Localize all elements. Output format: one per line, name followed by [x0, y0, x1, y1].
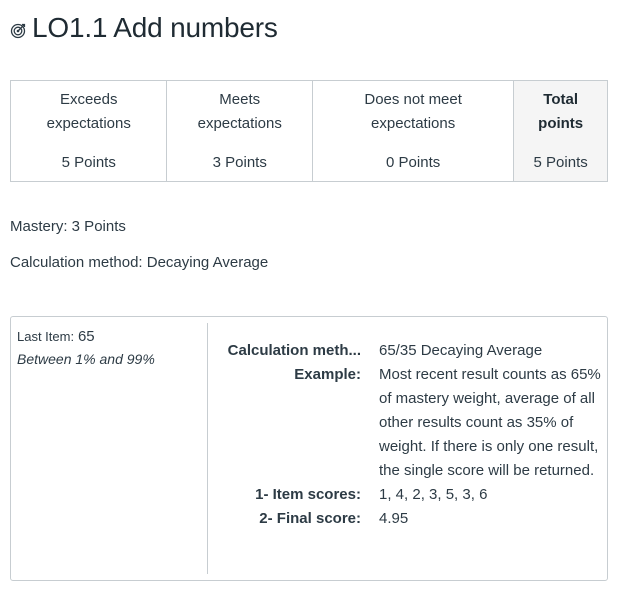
rating-points: 0 Points: [386, 154, 441, 171]
rating-exceeds: [11, 81, 167, 181]
detail-key: 2- Final score:: [259, 510, 361, 527]
last-item-value: 65: [77, 328, 95, 345]
rating-does-not-meet: [313, 81, 514, 181]
detail-value: Most recent result counts as 65% of mastery weight, average of all other results count as 35% of weight. If there is only one result, the single score will be returned.: [379, 366, 601, 479]
mastery-points: Mastery: 3 Points: [10, 218, 126, 235]
rubric-table: [10, 80, 608, 182]
page-title: LO1.1 Add numbers: [32, 12, 278, 43]
total-points-cell: [514, 81, 607, 181]
calculation-details: [216, 339, 604, 531]
rating-description: Meets expectations: [197, 91, 282, 132]
last-item-summary: [17, 325, 207, 370]
rating-points: 3 Points: [212, 154, 267, 171]
detail-key: Example:: [294, 366, 361, 383]
rating-description: Exceeds expectations: [46, 91, 131, 132]
total-label: Total points: [538, 91, 584, 132]
rating-points: 5 Points: [61, 154, 116, 171]
detail-key: Calculation meth...: [227, 342, 361, 359]
detail-value: 65/35 Decaying Average: [379, 342, 543, 359]
calculation-example-panel: [10, 316, 608, 581]
detail-value: 1, 4, 2, 3, 5, 3, 6: [379, 486, 488, 503]
last-item-range: Between 1% and 99%: [17, 351, 155, 367]
panel-divider: [207, 323, 208, 574]
outcomes-target-icon: [10, 23, 26, 39]
outcome-header: [10, 8, 278, 48]
last-item-label: Last Item:: [17, 329, 75, 344]
detail-value: 4.95: [379, 510, 409, 527]
total-points: 5 Points: [533, 154, 588, 171]
rating-meets: [167, 81, 313, 181]
rating-description: Does not meet expectations: [364, 91, 462, 132]
calculation-method: Calculation method: Decaying Average: [10, 254, 269, 271]
detail-key: 1- Item scores:: [255, 486, 361, 503]
